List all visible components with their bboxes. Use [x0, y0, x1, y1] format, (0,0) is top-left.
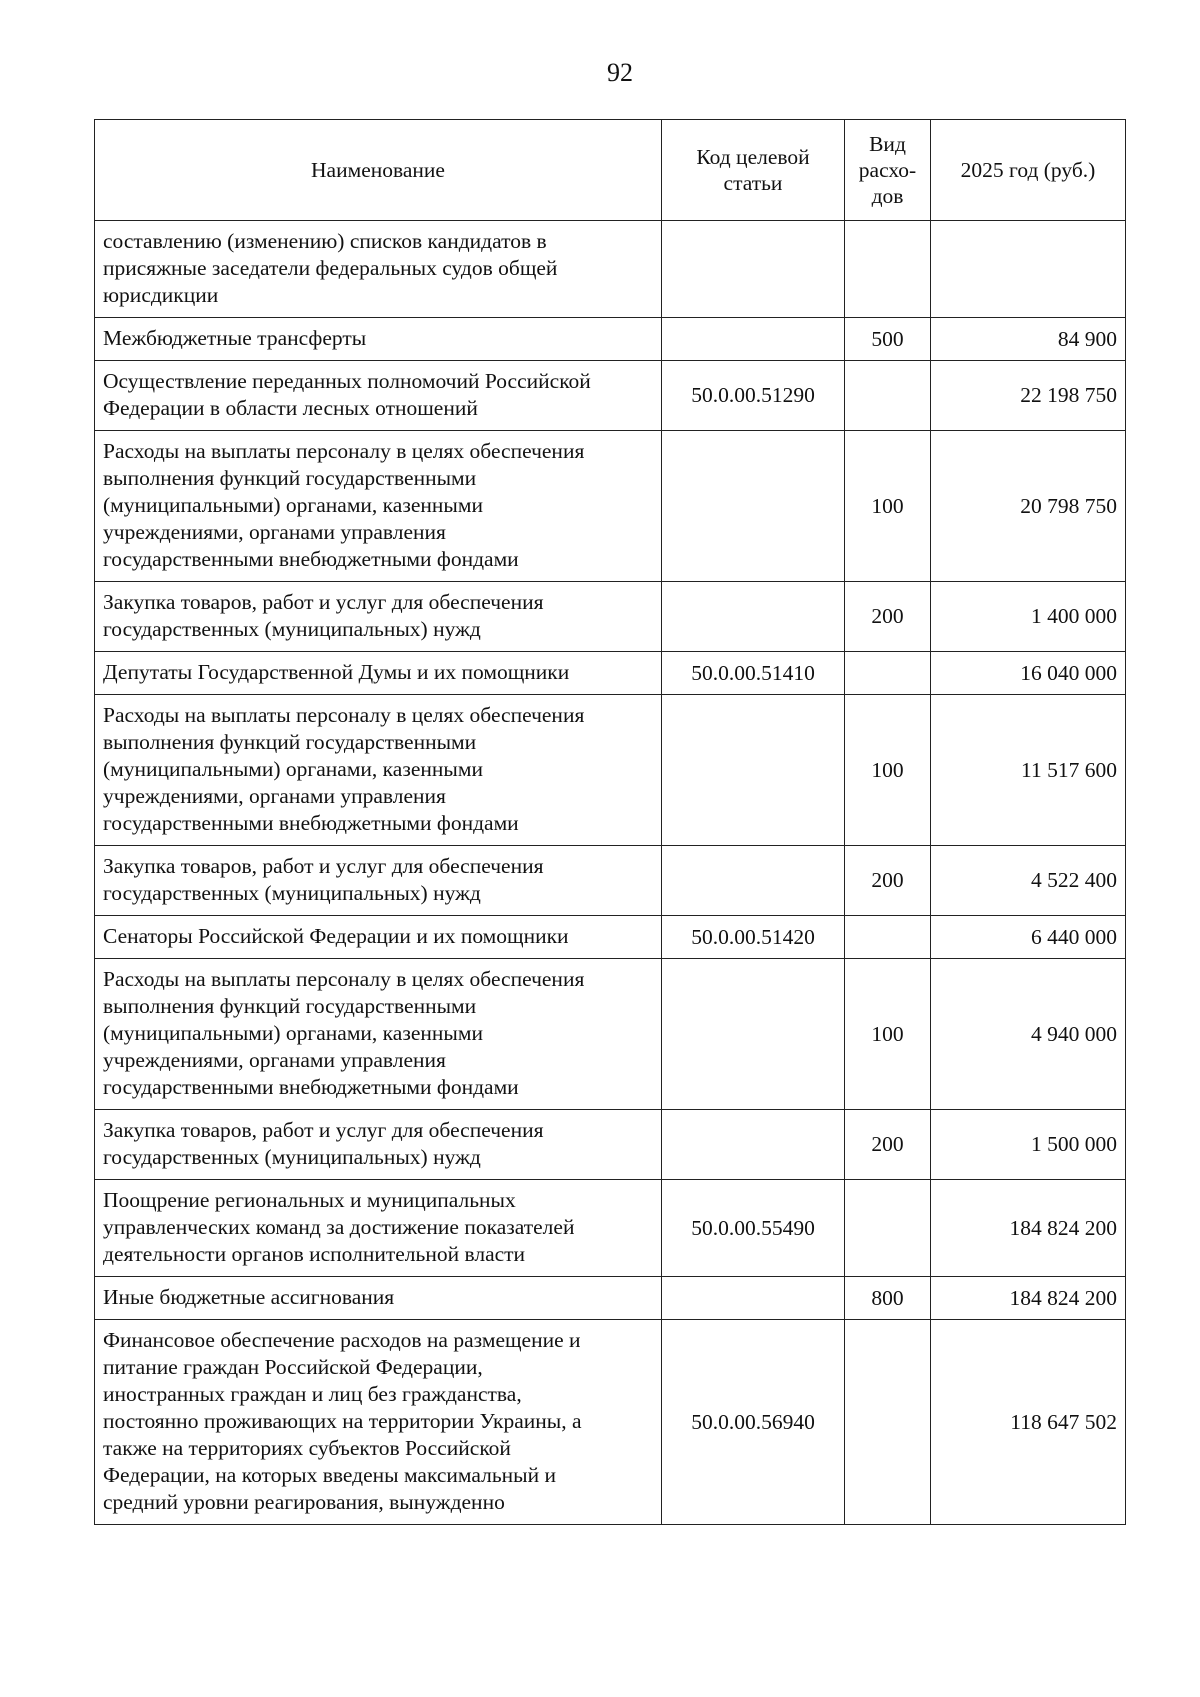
table-row	[95, 1320, 1126, 1525]
table-row	[95, 1277, 1126, 1320]
cell-name-line: (муниципальными) органами, казенными	[103, 1021, 483, 1045]
cell-name-line: выполнения функций государственными	[103, 466, 477, 490]
cell-kind: 100	[845, 959, 931, 1110]
cell-name-line: Депутаты Государственной Думы и их помощники	[103, 660, 570, 684]
table-body	[95, 221, 1126, 1525]
cell-kind: 100	[845, 431, 931, 582]
table-row	[95, 846, 1126, 916]
cell-name	[95, 959, 662, 1110]
cell-kind: 200	[845, 1110, 931, 1180]
table-row	[95, 916, 1126, 959]
cell-amount: 4 522 400	[931, 846, 1126, 916]
cell-kind: 800	[845, 1277, 931, 1320]
table-row	[95, 695, 1126, 846]
cell-name-line: государственных (муниципальных) нужд	[103, 881, 481, 905]
cell-name	[95, 1277, 662, 1320]
cell-code: 50.0.00.51290	[662, 361, 845, 431]
cell-code	[662, 695, 845, 846]
cell-name-line: деятельности органов исполнительной власти	[103, 1242, 526, 1266]
cell-name-line: государственными внебюджетными фондами	[103, 1075, 519, 1099]
cell-kind	[845, 652, 931, 695]
cell-name-line: юрисдикции	[103, 283, 219, 307]
cell-kind: 200	[845, 846, 931, 916]
cell-code	[662, 221, 845, 318]
cell-name-line: Сенаторы Российской Федерации и их помощники	[103, 924, 569, 948]
cell-name	[95, 1110, 662, 1180]
cell-name-line: Расходы на выплаты персоналу в целях обеспечения	[103, 439, 585, 463]
cell-amount: 20 798 750	[931, 431, 1126, 582]
cell-code	[662, 959, 845, 1110]
cell-kind	[845, 1180, 931, 1277]
cell-code: 50.0.00.51410	[662, 652, 845, 695]
cell-kind	[845, 1320, 931, 1525]
cell-name-line: Финансовое обеспечение расходов на размещение и	[103, 1328, 581, 1352]
cell-amount: 118 647 502	[931, 1320, 1126, 1525]
cell-amount: 184 824 200	[931, 1180, 1126, 1277]
cell-name-line: присяжные заседатели федеральных судов общей	[103, 256, 558, 280]
cell-name-line: учреждениями, органами управления	[103, 520, 446, 544]
table-row	[95, 959, 1126, 1110]
cell-code	[662, 582, 845, 652]
budget-table	[94, 119, 1126, 1525]
cell-amount: 184 824 200	[931, 1277, 1126, 1320]
cell-name-line: составлению (изменению) списков кандидатов в	[103, 229, 547, 253]
cell-name-line: выполнения функций государственными	[103, 994, 477, 1018]
cell-kind	[845, 221, 931, 318]
cell-name-line: Закупка товаров, работ и услуг для обеспечения	[103, 1118, 544, 1142]
cell-name-line: (муниципальными) органами, казенными	[103, 757, 483, 781]
cell-amount	[931, 221, 1126, 318]
cell-name-line: государственными внебюджетными фондами	[103, 547, 519, 571]
header-code: Код целевой статьи	[662, 120, 845, 221]
cell-name-line: выполнения функций государственными	[103, 730, 477, 754]
table-row	[95, 361, 1126, 431]
cell-name-line: средний уровни реагирования, вынужденно	[103, 1490, 505, 1514]
cell-name-line: Федерации в области лесных отношений	[103, 396, 478, 420]
cell-name-line: Иные бюджетные ассигнования	[103, 1285, 395, 1309]
table-row	[95, 1110, 1126, 1180]
table-row	[95, 1180, 1126, 1277]
cell-name-line: учреждениями, органами управления	[103, 784, 446, 808]
cell-kind: 100	[845, 695, 931, 846]
cell-code	[662, 1277, 845, 1320]
cell-name-line: Закупка товаров, работ и услуг для обеспечения	[103, 854, 544, 878]
cell-name-line: также на территориях субъектов Российской	[103, 1436, 511, 1460]
cell-name-line: питание граждан Российской Федерации,	[103, 1355, 483, 1379]
cell-amount: 11 517 600	[931, 695, 1126, 846]
cell-code: 50.0.00.51420	[662, 916, 845, 959]
cell-code	[662, 318, 845, 361]
cell-name-line: постоянно проживающих на территории Украины, а	[103, 1409, 582, 1433]
cell-name-line: учреждениями, органами управления	[103, 1048, 446, 1072]
cell-name-line: Расходы на выплаты персоналу в целях обеспечения	[103, 703, 585, 727]
cell-code: 50.0.00.56940	[662, 1320, 845, 1525]
cell-amount: 4 940 000	[931, 959, 1126, 1110]
header-amount: 2025 год (руб.)	[931, 120, 1126, 221]
page-number: 92	[607, 58, 633, 87]
cell-code: 50.0.00.55490	[662, 1180, 845, 1277]
cell-kind	[845, 361, 931, 431]
cell-name-line: Закупка товаров, работ и услуг для обеспечения	[103, 590, 544, 614]
cell-name	[95, 652, 662, 695]
cell-name-line: иностранных граждан и лиц без гражданства,	[103, 1382, 522, 1406]
cell-name-line: Федерации, на которых введены максимальный и	[103, 1463, 556, 1487]
cell-code	[662, 1110, 845, 1180]
cell-name-line: управленческих команд за достижение показателей	[103, 1215, 575, 1239]
cell-name	[95, 695, 662, 846]
cell-amount: 6 440 000	[931, 916, 1126, 959]
cell-name	[95, 318, 662, 361]
cell-name	[95, 582, 662, 652]
cell-name-line: государственных (муниципальных) нужд	[103, 1145, 481, 1169]
cell-name-line: государственными внебюджетными фондами	[103, 811, 519, 835]
cell-amount: 16 040 000	[931, 652, 1126, 695]
cell-kind	[845, 916, 931, 959]
header-kind: Вид расхо-дов	[845, 120, 931, 221]
cell-name-line: Межбюджетные трансферты	[103, 326, 367, 350]
cell-name	[95, 846, 662, 916]
table-header-row	[95, 120, 1126, 221]
cell-name	[95, 1320, 662, 1525]
table-row	[95, 582, 1126, 652]
cell-name	[95, 431, 662, 582]
cell-name-line: (муниципальными) органами, казенными	[103, 493, 483, 517]
cell-name-line: Осуществление переданных полномочий Российской	[103, 369, 591, 393]
header-name: Наименование	[95, 120, 662, 221]
cell-amount: 84 900	[931, 318, 1126, 361]
cell-amount: 1 400 000	[931, 582, 1126, 652]
table-row	[95, 652, 1126, 695]
table-row	[95, 318, 1126, 361]
cell-name	[95, 221, 662, 318]
cell-amount: 22 198 750	[931, 361, 1126, 431]
cell-name-line: Расходы на выплаты персоналу в целях обеспечения	[103, 967, 585, 991]
table-row	[95, 221, 1126, 318]
cell-amount: 1 500 000	[931, 1110, 1126, 1180]
cell-name	[95, 1180, 662, 1277]
cell-name-line: государственных (муниципальных) нужд	[103, 617, 481, 641]
cell-kind: 500	[845, 318, 931, 361]
cell-name	[95, 361, 662, 431]
cell-code	[662, 431, 845, 582]
cell-kind: 200	[845, 582, 931, 652]
cell-name	[95, 916, 662, 959]
cell-name-line: Поощрение региональных и муниципальных	[103, 1188, 516, 1212]
table-row	[95, 431, 1126, 582]
cell-code	[662, 846, 845, 916]
